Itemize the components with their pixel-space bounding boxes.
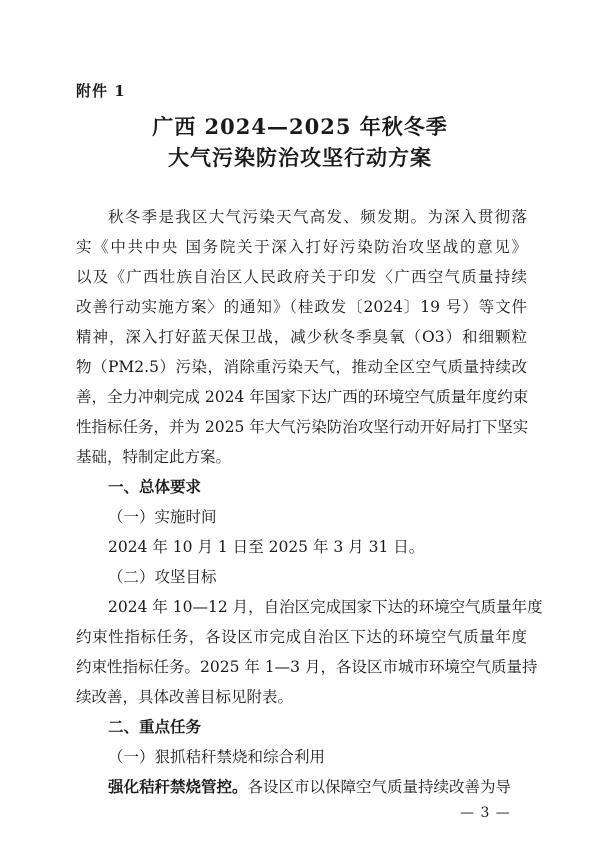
- paragraph-line: 改善行动实施方案〉的通知》（桂政发〔2024〕19 号）等文件: [76, 298, 527, 316]
- paragraph-line: 以及《广西壮族自治区人民政府关于印发〈广西空气质量持续: [76, 268, 527, 286]
- section-heading: 二、重点任务: [108, 717, 202, 736]
- paragraph-line: 性指标任务，并为 2025 年大气污染防治攻坚行动开好局打下坚实: [76, 418, 529, 436]
- paragraph-line: 物（PM2.5）污染，消除重污染天气，推动全区空气质量持续改: [76, 358, 527, 376]
- paragraph-line: 续改善，具体改善目标见附表。: [76, 688, 294, 706]
- page-number: — 3 —: [460, 805, 511, 821]
- paragraph-line: 2024 年 10—12 月，自治区完成国家下达的环境空气质量年度: [108, 598, 543, 616]
- attachment-label: 附件 1: [76, 82, 126, 100]
- title-line-2: 大气污染防治攻坚行动方案: [168, 145, 432, 170]
- paragraph-line: 基础，特制定此方案。: [76, 448, 232, 466]
- subsection-heading: （二）攻坚目标: [108, 568, 217, 586]
- paragraph-line: 实《中共中央 国务院关于深入打好污染防治攻坚战的意见》: [76, 238, 527, 256]
- subsection-heading: （一）狠抓秸秆禁烧和综合利用: [108, 748, 326, 766]
- title-line-1: 广西 2024—2025 年秋冬季: [152, 114, 448, 139]
- paragraph-line: 善，全力冲刺完成 2024 年国家下达广西的环境空气质量年度约束: [76, 388, 529, 406]
- paragraph-line: 秋冬季是我区大气污染天气高发、频发期。为深入贯彻落: [108, 208, 527, 226]
- paragraph-line: 精神，深入打好蓝天保卫战，减少秋冬季臭氧（O3）和细颗粒: [76, 328, 527, 346]
- subsection-heading: （一）实施时间: [108, 508, 217, 526]
- paragraph-line: 约束性指标任务。2025 年 1—3 月，各设区市城市环境空气质量持: [76, 658, 538, 676]
- implementation-period-text: 2024 年 10 月 1 日至 2025 年 3 月 31 日。: [108, 538, 425, 556]
- paragraph-text: 各设区市以保障空气质量持续改善为导: [247, 778, 512, 796]
- paragraph-line: 约束性指标任务，各设区市完成自治区下达的环境空气质量年度: [76, 628, 527, 646]
- bold-lead-text: 强化秸秆禁烧管控。: [108, 777, 248, 796]
- paragraph-line: [108, 777, 511, 797]
- section-heading: 一、总体要求: [108, 477, 202, 496]
